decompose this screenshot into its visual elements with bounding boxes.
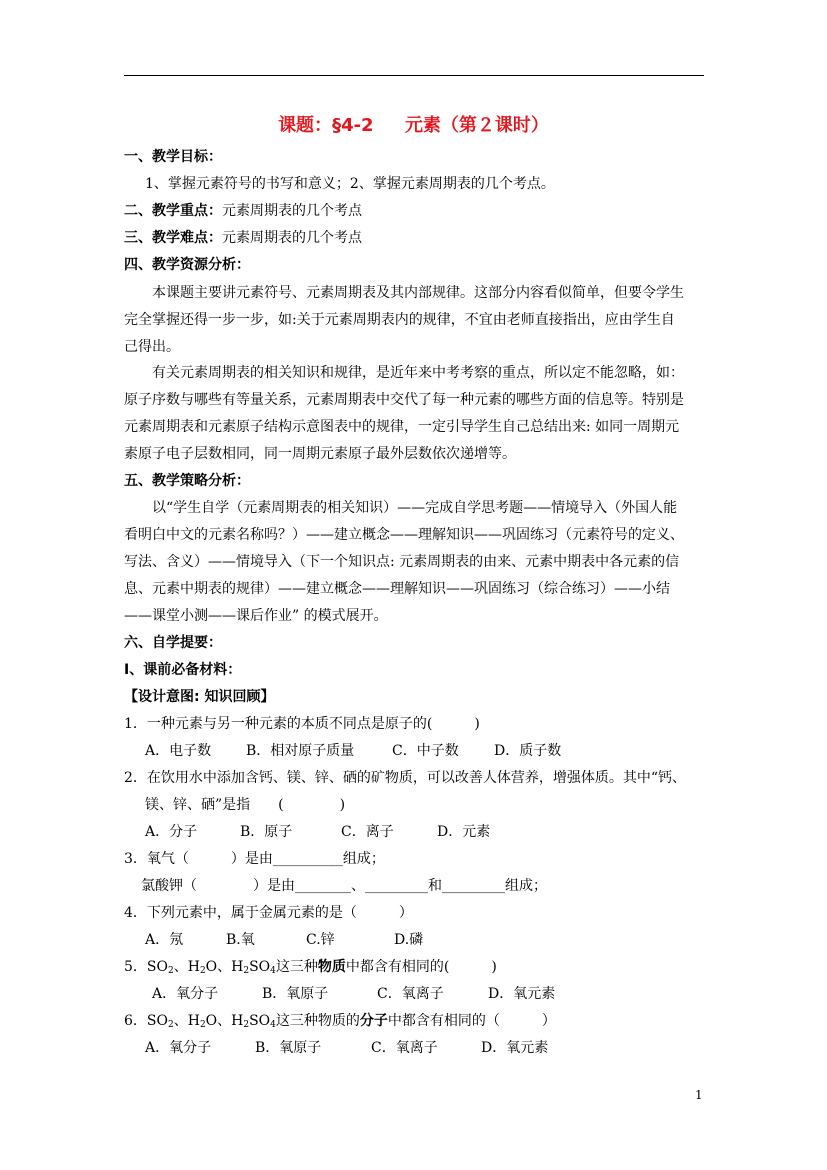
question-5-option-a: A．氧分子 xyxy=(152,986,219,1002)
question-3-line-2: 氯酸钾（ ）是由________、_________和_________组成； xyxy=(141,878,547,894)
paragraph-line: 有关元素周期表的相关知识和规律，是近年来中考考察的重点，所以定不能忽略，如： xyxy=(152,365,684,381)
question-2-option-b: B．原子 xyxy=(240,824,293,840)
paragraph-line: 以“学生自学（元素周期表的相关知识）——完成自学思考题——情境导入（外国人能 xyxy=(152,500,678,516)
question-2-stem: 2．在饮用水中添加含钙、镁、锌、硒的矿物质，可以改善人体营养，增强体质。其中“钙、 xyxy=(124,770,687,786)
section-3-text: 元素周期表的几个考点 xyxy=(222,230,362,246)
section-6-heading: 六、自学提要： xyxy=(124,635,222,651)
paragraph-line: 己得出。 xyxy=(124,339,180,355)
section-2 xyxy=(124,201,362,221)
section-6-subheading: Ⅰ、课前必备材料： xyxy=(124,662,242,678)
section-2-heading: 二、教学重点： xyxy=(124,203,222,219)
question-1-stem: 1．一种元素与另一种元素的本质不同点是原子的( ) xyxy=(124,716,480,732)
page-title: 课题：§4-2 元素（第２课时） xyxy=(278,115,549,136)
section-3-heading: 三、教学难点： xyxy=(124,230,222,246)
question-6-option-b: B．氧原子 xyxy=(255,1040,322,1056)
question-2-option-c: C．离子 xyxy=(341,824,394,840)
question-6-option-d: D．氧元素 xyxy=(481,1040,549,1056)
question-6-stem: 6．$SO_2$、$H_2O$、$H_2SO_4$这三种物质的分子中都含有相同的（ ） xyxy=(124,1013,556,1030)
question-4-option-d: D.磷 xyxy=(394,932,424,948)
paragraph-line: 素原子电子层数相同，同一周期元素原子最外层数依次递增等。 xyxy=(124,446,516,462)
section-4-heading: 四、教学资源分析： xyxy=(124,257,250,273)
paragraph-line: ——课堂小测——课后作业” 的模式展开。 xyxy=(124,608,388,624)
paragraph-line: 元素周期表和元素原子结构示意图表中的规律，一定引导学生自己总结出来: 如同一周期元 xyxy=(124,419,680,435)
section-1-text: 1、掌握元素符号的书写和意义；2、掌握元素周期表的几个考点。 xyxy=(145,176,555,192)
question-4-option-a: A．氖 xyxy=(145,932,184,948)
section-2-text: 元素周期表的几个考点 xyxy=(222,203,362,219)
section-5-heading: 五、教学策略分析： xyxy=(124,473,250,489)
question-5-option-c: C．氧离子 xyxy=(377,986,444,1002)
paragraph-line: 原子序数与哪些有等量关系，元素周期表中交代了每一种元素的哪些方面的信息等。特别是 xyxy=(124,392,684,408)
question-4-stem: 4．下列元素中，属于金属元素的是（ ） xyxy=(124,905,413,921)
question-2-option-a: A．分子 xyxy=(145,824,198,840)
paragraph-line: 完全掌握还得一步一步，如:关于元素周期表内的规律，不宜由老师直接指出，应由学生自 xyxy=(124,312,675,328)
question-5-option-d: D．氧元素 xyxy=(488,986,556,1002)
question-1-option-c: C．中子数 xyxy=(392,743,459,759)
question-1-option-a: A．电子数 xyxy=(145,743,212,759)
question-3-line-1: 3．氧气（ ）是由__________组成； xyxy=(124,851,385,867)
question-2-stem-cont: 镁、锌、硒”是指 ( ) xyxy=(145,797,346,813)
question-2-option-d: D．元素 xyxy=(437,824,491,840)
question-6-option-c: C．氧离子 xyxy=(371,1040,438,1056)
question-1-option-d: D．质子数 xyxy=(494,743,562,759)
question-6-option-a: A．氧分子 xyxy=(145,1040,212,1056)
paragraph-line: 本课题主要讲元素符号、元素周期表及其内部规律。这部分内容看似简单，但要令学生 xyxy=(152,285,684,301)
section-1-heading: 一、教学目标： xyxy=(124,149,222,165)
paragraph-line: 息、元素中期表的规律）——建立概念——理解知识——巩固练习（综合练习）——小结 xyxy=(124,581,670,597)
question-1-option-b: B．相对原子质量 xyxy=(246,743,355,759)
header-rule xyxy=(124,75,704,76)
design-intent-label: 【设计意图: 知识回顾】 xyxy=(124,689,275,705)
question-5-stem: 5．$SO_2$、$H_2O$、$H_2SO_4$这三种物质中都含有相同的( ) xyxy=(124,959,497,976)
paragraph-line: 看明白中文的元素名称吗？）——建立概念——理解知识——巩固练习（元素符号的定义、 xyxy=(124,527,684,543)
question-4-option-c: C.锌 xyxy=(306,932,335,948)
paragraph-line: 写法、含义）——情境导入（下一个知识点: 元素周期表的由来、元素中期表中各元素的信 xyxy=(124,554,680,570)
section-3 xyxy=(124,228,362,248)
question-5-option-b: B．氧原子 xyxy=(262,986,329,1002)
page-number: 1 xyxy=(695,1088,703,1102)
question-4-option-b: B.氧 xyxy=(226,932,255,948)
